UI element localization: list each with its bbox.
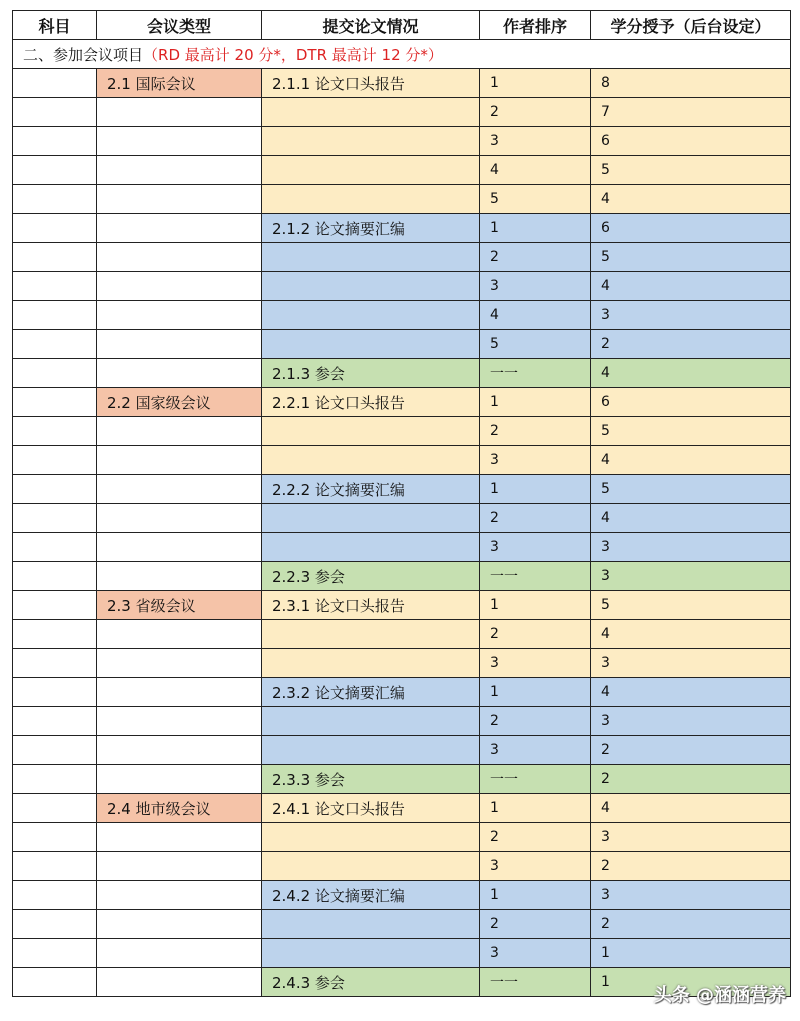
author-order-cell: 2 [480, 243, 591, 272]
paper-status-cell: 2.2.1 论文口头报告 [262, 388, 480, 417]
author-order-cell: 2 [480, 620, 591, 649]
meeting-type-cell: 2.3 省级会议 [97, 591, 262, 620]
table-row [13, 765, 791, 794]
paper-status-cell [262, 823, 480, 852]
subject-cell [13, 475, 97, 504]
table-row [13, 562, 791, 591]
table-row [13, 939, 791, 968]
author-order-cell: 一一 [480, 765, 591, 794]
table-row [13, 823, 791, 852]
author-order-cell: 一一 [480, 968, 591, 997]
header-subject: 科目 [13, 11, 97, 40]
author-order-cell: 1 [480, 214, 591, 243]
credit-cell: 2 [591, 330, 791, 359]
meeting-type-cell [97, 533, 262, 562]
header-author-order: 作者排序 [480, 11, 591, 40]
credit-cell: 3 [591, 881, 791, 910]
credit-cell: 1 [591, 968, 791, 997]
credit-cell: 5 [591, 475, 791, 504]
meeting-type-cell [97, 98, 262, 127]
author-order-cell: 3 [480, 939, 591, 968]
table-row [13, 446, 791, 475]
meeting-type-cell [97, 736, 262, 765]
author-order-cell: 2 [480, 417, 591, 446]
subject-cell [13, 272, 97, 301]
paper-status-cell [262, 504, 480, 533]
paper-status-cell: 2.3.1 论文口头报告 [262, 591, 480, 620]
table-row [13, 359, 791, 388]
paper-status-cell [262, 533, 480, 562]
table-row [13, 243, 791, 272]
paper-status-cell [262, 707, 480, 736]
meeting-type-cell [97, 910, 262, 939]
credit-cell: 3 [591, 707, 791, 736]
author-order-cell: 2 [480, 707, 591, 736]
subject-cell [13, 591, 97, 620]
meeting-type-cell [97, 330, 262, 359]
subject-cell [13, 823, 97, 852]
subject-cell [13, 127, 97, 156]
paper-status-cell: 2.1.3 参会 [262, 359, 480, 388]
credit-cell: 3 [591, 649, 791, 678]
meeting-type-cell [97, 214, 262, 243]
subject-cell [13, 707, 97, 736]
table-row [13, 272, 791, 301]
watermark: 头条 @涵涵营养 [653, 985, 786, 1006]
table-row [13, 591, 791, 620]
credit-cell: 4 [591, 504, 791, 533]
author-order-cell: 5 [480, 185, 591, 214]
subject-cell [13, 620, 97, 649]
meeting-type-cell: 2.4 地市级会议 [97, 794, 262, 823]
paper-status-cell: 2.4.1 论文口头报告 [262, 794, 480, 823]
meeting-type-cell [97, 475, 262, 504]
author-order-cell: 3 [480, 533, 591, 562]
table-row [13, 910, 791, 939]
table-row [13, 330, 791, 359]
subject-cell [13, 736, 97, 765]
author-order-cell: 1 [480, 591, 591, 620]
meeting-type-cell [97, 823, 262, 852]
author-order-cell: 5 [480, 330, 591, 359]
table-row [13, 504, 791, 533]
subject-cell [13, 69, 97, 98]
credit-table [12, 10, 791, 997]
subject-cell [13, 968, 97, 997]
section-row [13, 40, 791, 69]
table-row [13, 678, 791, 707]
credit-cell: 2 [591, 910, 791, 939]
credit-cell: 5 [591, 417, 791, 446]
subject-cell [13, 533, 97, 562]
paper-status-cell: 2.2.3 参会 [262, 562, 480, 591]
meeting-type-cell [97, 446, 262, 475]
meeting-type-cell [97, 939, 262, 968]
credit-cell: 7 [591, 98, 791, 127]
subject-cell [13, 678, 97, 707]
subject-cell [13, 649, 97, 678]
table-row [13, 649, 791, 678]
header-row [13, 11, 791, 40]
credit-cell: 3 [591, 533, 791, 562]
paper-status-cell: 2.1.2 论文摘要汇编 [262, 214, 480, 243]
credit-cell: 3 [591, 562, 791, 591]
subject-cell [13, 330, 97, 359]
subject-cell [13, 417, 97, 446]
meeting-type-cell [97, 272, 262, 301]
credit-cell: 4 [591, 620, 791, 649]
paper-status-cell: 2.3.3 参会 [262, 765, 480, 794]
table-row [13, 127, 791, 156]
author-order-cell: 1 [480, 388, 591, 417]
paper-status-cell [262, 649, 480, 678]
author-order-cell: 1 [480, 69, 591, 98]
meeting-type-cell [97, 243, 262, 272]
author-order-cell: 3 [480, 649, 591, 678]
credit-cell: 4 [591, 794, 791, 823]
paper-status-cell [262, 417, 480, 446]
paper-status-cell [262, 620, 480, 649]
author-order-cell: 2 [480, 823, 591, 852]
subject-cell [13, 185, 97, 214]
author-order-cell: 2 [480, 504, 591, 533]
paper-status-cell [262, 736, 480, 765]
paper-status-cell [262, 910, 480, 939]
subject-cell [13, 881, 97, 910]
table-row [13, 620, 791, 649]
table-row [13, 736, 791, 765]
subject-cell [13, 301, 97, 330]
table-row [13, 533, 791, 562]
author-order-cell: 4 [480, 301, 591, 330]
header-meeting-type: 会议类型 [97, 11, 262, 40]
credit-cell: 3 [591, 301, 791, 330]
paper-status-cell [262, 272, 480, 301]
paper-status-cell: 2.3.2 论文摘要汇编 [262, 678, 480, 707]
table-row [13, 388, 791, 417]
paper-status-cell: 2.4.2 论文摘要汇编 [262, 881, 480, 910]
subject-cell [13, 214, 97, 243]
credit-cell: 2 [591, 765, 791, 794]
meeting-type-cell: 2.1 国际会议 [97, 69, 262, 98]
paper-status-cell [262, 330, 480, 359]
table-row [13, 881, 791, 910]
meeting-type-cell [97, 881, 262, 910]
paper-status-cell [262, 156, 480, 185]
section-title: 二、参加会议项目（RD 最高计 20 分*，DTR 最高计 12 分*） [13, 40, 791, 69]
table-row [13, 707, 791, 736]
table-row [13, 98, 791, 127]
paper-status-cell [262, 98, 480, 127]
subject-cell [13, 359, 97, 388]
credit-cell: 4 [591, 359, 791, 388]
meeting-type-cell [97, 359, 262, 388]
subject-cell [13, 562, 97, 591]
credit-cell: 6 [591, 388, 791, 417]
subject-cell [13, 765, 97, 794]
subject-cell [13, 504, 97, 533]
table-row [13, 417, 791, 446]
credit-cell: 6 [591, 127, 791, 156]
table-row [13, 69, 791, 98]
meeting-type-cell [97, 301, 262, 330]
paper-status-cell [262, 852, 480, 881]
credit-cell: 5 [591, 591, 791, 620]
author-order-cell: 1 [480, 794, 591, 823]
paper-status-cell [262, 185, 480, 214]
paper-status-cell [262, 446, 480, 475]
meeting-type-cell [97, 127, 262, 156]
author-order-cell: 3 [480, 446, 591, 475]
subject-cell [13, 939, 97, 968]
meeting-type-cell [97, 156, 262, 185]
table-row [13, 185, 791, 214]
subject-cell [13, 852, 97, 881]
meeting-type-cell [97, 678, 262, 707]
credit-cell: 2 [591, 852, 791, 881]
meeting-type-cell [97, 620, 262, 649]
paper-status-cell [262, 127, 480, 156]
credit-cell: 5 [591, 243, 791, 272]
subject-cell [13, 243, 97, 272]
table-row [13, 475, 791, 504]
credit-cell: 3 [591, 823, 791, 852]
credit-cell: 4 [591, 678, 791, 707]
meeting-type-cell: 2.2 国家级会议 [97, 388, 262, 417]
author-order-cell: 2 [480, 910, 591, 939]
subject-cell [13, 446, 97, 475]
credit-cell: 4 [591, 185, 791, 214]
author-order-cell: 一一 [480, 562, 591, 591]
author-order-cell: 3 [480, 736, 591, 765]
meeting-type-cell [97, 504, 262, 533]
subject-cell [13, 388, 97, 417]
meeting-type-cell [97, 852, 262, 881]
author-order-cell: 3 [480, 272, 591, 301]
table-row [13, 301, 791, 330]
credit-cell: 6 [591, 214, 791, 243]
author-order-cell: 1 [480, 881, 591, 910]
author-order-cell: 3 [480, 127, 591, 156]
author-order-cell: 3 [480, 852, 591, 881]
subject-cell [13, 794, 97, 823]
meeting-type-cell [97, 185, 262, 214]
subject-cell [13, 98, 97, 127]
credit-cell: 4 [591, 446, 791, 475]
paper-status-cell [262, 301, 480, 330]
table-row [13, 156, 791, 185]
paper-status-cell [262, 939, 480, 968]
table-row [13, 794, 791, 823]
paper-status-cell [262, 243, 480, 272]
author-order-cell: 一一 [480, 359, 591, 388]
author-order-cell: 2 [480, 98, 591, 127]
meeting-type-cell [97, 968, 262, 997]
paper-status-cell: 2.2.2 论文摘要汇编 [262, 475, 480, 504]
paper-status-cell: 2.1.1 论文口头报告 [262, 69, 480, 98]
paper-status-cell: 2.4.3 参会 [262, 968, 480, 997]
meeting-type-cell [97, 707, 262, 736]
meeting-type-cell [97, 417, 262, 446]
credit-cell: 8 [591, 69, 791, 98]
credit-cell: 1 [591, 939, 791, 968]
credit-cell: 4 [591, 272, 791, 301]
author-order-cell: 1 [480, 475, 591, 504]
meeting-type-cell [97, 649, 262, 678]
subject-cell [13, 156, 97, 185]
header-paper-status: 提交论文情况 [262, 11, 480, 40]
credit-cell: 2 [591, 736, 791, 765]
header-credit: 学分授予（后台设定） [591, 11, 791, 40]
section-note: （RD 最高计 20 分*，DTR 最高计 12 分*） [143, 45, 443, 64]
credit-cell: 5 [591, 156, 791, 185]
author-order-cell: 1 [480, 678, 591, 707]
meeting-type-cell [97, 562, 262, 591]
table-row [13, 214, 791, 243]
author-order-cell: 4 [480, 156, 591, 185]
subject-cell [13, 910, 97, 939]
meeting-type-cell [97, 765, 262, 794]
table-row [13, 852, 791, 881]
